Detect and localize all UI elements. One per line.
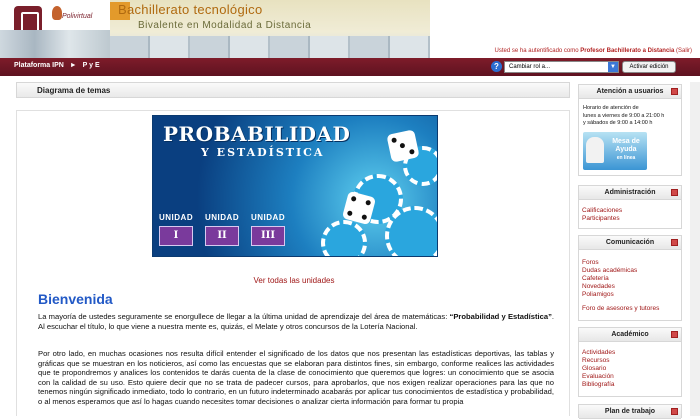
unit-2-label: UNIDAD <box>205 213 240 222</box>
comunicacion-block <box>578 235 682 321</box>
chevron-down-icon: ▼ <box>608 62 618 72</box>
link-novedades[interactable]: Novedades <box>582 283 615 290</box>
link-dudas-academicas[interactable]: Dudas académicas <box>582 267 638 274</box>
atencion-hours <box>579 99 681 128</box>
section-header <box>16 82 570 98</box>
comunicacion-links <box>579 250 681 313</box>
welcome-paragraph-1 <box>38 312 554 331</box>
administracion-block <box>578 185 682 229</box>
switch-role-select[interactable] <box>504 61 619 73</box>
link-actividades[interactable]: Actividades <box>582 349 616 356</box>
die <box>386 129 419 162</box>
program-title: Bachillerato tecnológico <box>118 2 263 17</box>
breadcrumb-course[interactable]: P y E <box>82 62 100 69</box>
hours-line-1: Horario de atención de <box>583 105 639 111</box>
link-bibliografia[interactable]: Bibliografía <box>582 381 615 388</box>
auth-status <box>495 48 692 54</box>
link-participantes[interactable]: Participantes <box>582 215 620 222</box>
unit-1-link[interactable]: I <box>159 226 193 246</box>
welcome-heading: Bienvenida <box>38 291 113 307</box>
help-desk-title: Mesa de Ayuda <box>612 137 640 153</box>
logout-link[interactable]: (Salir) <box>676 48 692 54</box>
link-glosario[interactable]: Glosario <box>582 365 607 372</box>
breadcrumb-home[interactable]: Plataforma IPN <box>14 62 64 69</box>
breadcrumb-separator: ► <box>69 62 77 69</box>
collapse-icon[interactable] <box>671 88 678 95</box>
help-desk-sub: en línea <box>616 154 636 161</box>
link-recursos[interactable]: Recursos <box>582 357 610 364</box>
page-scrollbar[interactable] <box>690 82 700 416</box>
poker-chip <box>385 206 438 257</box>
comunicacion-header <box>579 236 681 250</box>
help-icon[interactable]: ? <box>491 61 502 72</box>
plan-title: Plan de trabajo <box>604 408 656 415</box>
header-tile-strip <box>110 36 430 58</box>
help-desk-avatar-icon <box>586 137 604 163</box>
auth-prefix: Usted se ha autentificado como <box>494 48 579 54</box>
para1-text-end: . Al escuchar el título, lo que viene a nuestra mente es, quizás, el Melate y otros concursos de la Lotería Nacional. <box>38 312 554 331</box>
para1-text-start: La mayoría de ustedes seguramente se enorgullece de llegar a la última unidad de aprendizaje del área de matemáticas: <box>38 312 450 321</box>
unit-2-link[interactable]: II <box>205 226 239 246</box>
comunicacion-title: Comunicación <box>605 239 655 246</box>
auth-user-link[interactable]: Profesor Bachillerato a Distancia <box>580 48 675 54</box>
academico-block <box>578 327 682 397</box>
hours-line-3: y sábados de 9:00 a 14:00 h <box>583 120 653 126</box>
collapse-icon[interactable] <box>671 189 678 196</box>
header-title-band <box>110 0 430 58</box>
section-title: Diagrama de temas <box>37 86 111 95</box>
hours-line-2: lunes a viernes de 9:00 a 21:00 h <box>583 112 665 119</box>
edit-mode-button[interactable]: Activar edición <box>622 61 676 73</box>
link-calificaciones[interactable]: Calificaciones <box>582 207 623 214</box>
unit-3-label: UNIDAD <box>251 213 286 222</box>
view-all-units-link[interactable]: Ver todas las unidades <box>253 276 335 285</box>
welcome-paragraph-2: Por otro lado, en muchas ocasiones nos resulta difícil entender el significado de los datos que nos presentan las estadísticas deportivas, las tablas y gráficas que se muestran en los noticieros, así como las encuestas que se elaboran para distintos fines, sin embargo, conforme realices las actividades que te propondremos y analices los contenidos te darás cuenta de la clase de conocimiento que queremos que logres: un conocimiento que se asocia con la calidad de su uso. Esto quiere decir que no se trata de padecer cursos, para aprobarlos, que nos exigen realizar operaciones para las que no tenemos ningún significado inmediato, todo lo contrario, en un futuro indeterminado acabarás por aplicar tus conocimientos de estadística y probabilidad, o al menos esperamos que así lo hagas cuando necesites tomar decisiones o analizar cierta información para formar tu propia <box>38 349 554 406</box>
banner-subtitle: Y ESTADÍSTICA <box>201 146 325 159</box>
unit-1-label: UNIDAD <box>159 213 194 222</box>
collapse-icon[interactable] <box>671 239 678 246</box>
administracion-header <box>579 186 681 200</box>
banner-title: PROBABILIDAD <box>163 122 351 146</box>
administracion-links <box>579 200 681 223</box>
atencion-header <box>579 85 681 99</box>
help-desk-label <box>609 138 643 162</box>
header-collage-image <box>0 30 115 58</box>
academico-links <box>579 342 681 389</box>
administracion-title: Administración <box>604 189 656 196</box>
polivirtual-logo <box>52 6 62 20</box>
course-banner <box>152 115 438 257</box>
switch-role-value: Cambiar rol a... <box>509 64 551 70</box>
academico-header <box>579 328 681 342</box>
course-main <box>16 82 570 416</box>
breadcrumb <box>14 62 100 69</box>
link-poliamigos[interactable]: Poliamigos <box>582 291 614 298</box>
link-foro-asesores[interactable]: Foro de asesores y tutores <box>582 305 660 312</box>
poker-chip <box>321 220 367 257</box>
plan-header <box>579 405 681 419</box>
link-foros[interactable]: Foros <box>582 259 599 266</box>
atencion-title: Atención a usuarios <box>596 88 664 95</box>
help-desk-banner[interactable] <box>583 132 647 170</box>
link-evaluacion[interactable]: Evaluación <box>582 373 614 380</box>
polivirtual-label: Polivirtual <box>62 13 93 20</box>
navigation-bar <box>0 58 700 76</box>
collapse-icon[interactable] <box>671 331 678 338</box>
collapse-icon[interactable] <box>671 408 678 415</box>
link-cafeteria[interactable]: Cafetería <box>582 275 609 282</box>
atencion-block <box>578 84 682 176</box>
site-header <box>0 0 700 58</box>
unit-3-link[interactable]: III <box>251 226 285 246</box>
section-body <box>16 110 570 416</box>
program-subtitle: Bivalente en Modalidad a Distancia <box>138 20 312 31</box>
academico-title: Académico <box>611 331 649 338</box>
course-name-bold: “Probabilidad y Estadística” <box>449 312 552 321</box>
